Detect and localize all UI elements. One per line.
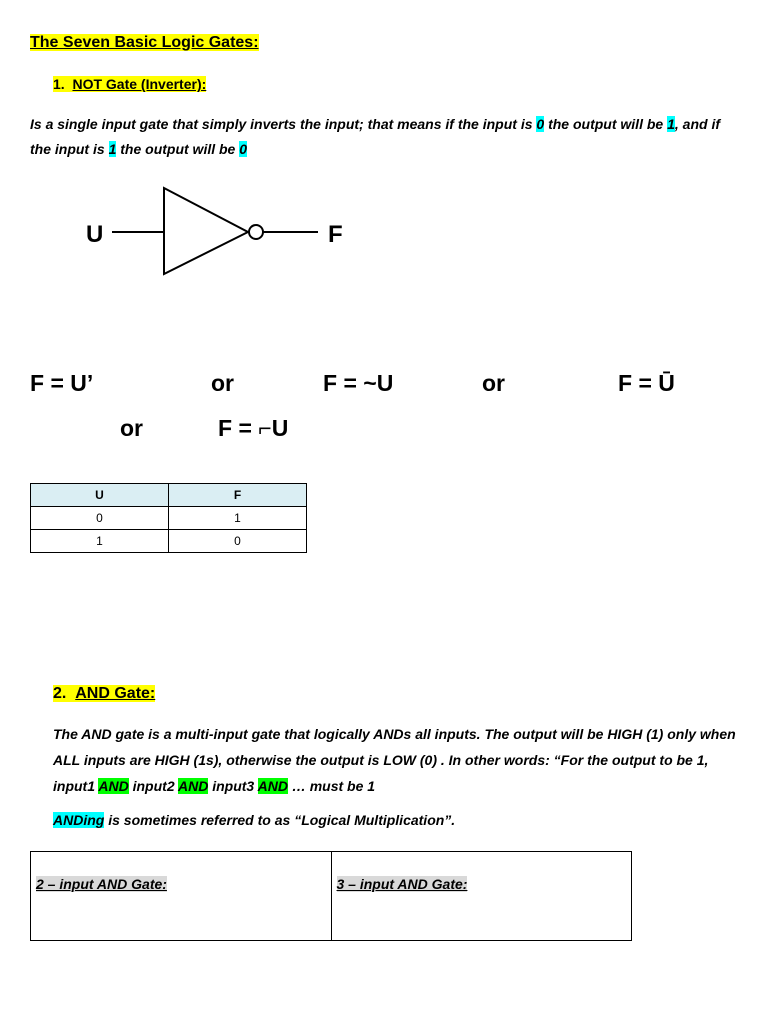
page-title: [30, 34, 259, 52]
input-label-u: U: [86, 221, 104, 248]
and-gate-description: [53, 721, 743, 799]
equation-bar: F = Ū: [618, 370, 675, 396]
page-title-text: The Seven Basic Logic Gates:: [30, 34, 259, 51]
and-highlight: AND: [98, 778, 129, 794]
not-truth-table: [30, 483, 307, 553]
header-u: U: [31, 484, 169, 507]
two-input-cell: [31, 852, 332, 941]
inverter-triangle: [164, 188, 248, 274]
value-highlight: 1: [667, 116, 675, 132]
not-gate-description: [30, 112, 740, 162]
value-highlight: 1: [108, 141, 117, 157]
equation-or: or: [482, 370, 505, 396]
table-row: [31, 852, 632, 941]
table-header-row: [31, 484, 307, 507]
desc-text: input3: [208, 778, 258, 794]
two-input-label: 2 – input AND Gate:: [36, 876, 167, 892]
not-gate-number: 1.: [53, 76, 65, 92]
and-highlight: AND: [177, 778, 209, 794]
and-gate-heading-text: AND Gate:: [75, 685, 156, 702]
desc-text: , and if the input is: [30, 116, 721, 157]
anding-highlight: ANDing: [53, 812, 105, 828]
table-row: [31, 530, 307, 553]
header-f: F: [169, 484, 307, 507]
value-highlight: 0: [536, 116, 545, 132]
and-gate-table: [30, 851, 632, 941]
anding-note-text: is sometimes referred to as “Logical Multiplication”.: [104, 812, 456, 828]
anding-note: [53, 812, 455, 828]
equation-or: or: [120, 415, 143, 441]
equation-negation: F = ⌐U: [218, 415, 289, 441]
desc-text: input2: [128, 778, 178, 794]
desc-text: The AND gate is a multi-input gate that logically ANDs all inputs. The output will be HIGH (1) only when ALL inputs are HIGH (1s), otherwise the output is LOW (0) . In other words: “For the output to be 1, input1: [53, 726, 736, 794]
desc-text: Is a single input gate that simply inverts the input; that means if the input is: [30, 116, 537, 132]
three-input-cell: [331, 852, 632, 941]
equation-prime: F = U’: [30, 370, 94, 396]
not-gate-heading: [53, 76, 206, 92]
table-cell: 0: [31, 507, 169, 530]
not-gate-heading-text: NOT Gate (Inverter):: [72, 76, 207, 92]
table-cell: 1: [169, 507, 307, 530]
table-row: [31, 507, 307, 530]
three-input-label: 3 – input AND Gate:: [336, 876, 468, 892]
output-label-f: F: [328, 221, 343, 248]
desc-text: … must be 1: [287, 778, 376, 794]
equation-or: or: [211, 370, 234, 396]
inverter-bubble: [249, 225, 263, 239]
table-cell: 0: [169, 530, 307, 553]
desc-text: the output will be: [544, 116, 668, 132]
desc-text: the output will be: [116, 141, 240, 157]
and-gate-heading: [53, 685, 155, 703]
value-highlight: 0: [239, 141, 248, 157]
and-highlight: AND: [257, 778, 288, 794]
equation-tilde: F = ~U: [323, 370, 394, 396]
table-cell: 1: [31, 530, 169, 553]
and-gate-number: 2.: [53, 685, 67, 702]
not-gate-diagram: [80, 180, 360, 280]
